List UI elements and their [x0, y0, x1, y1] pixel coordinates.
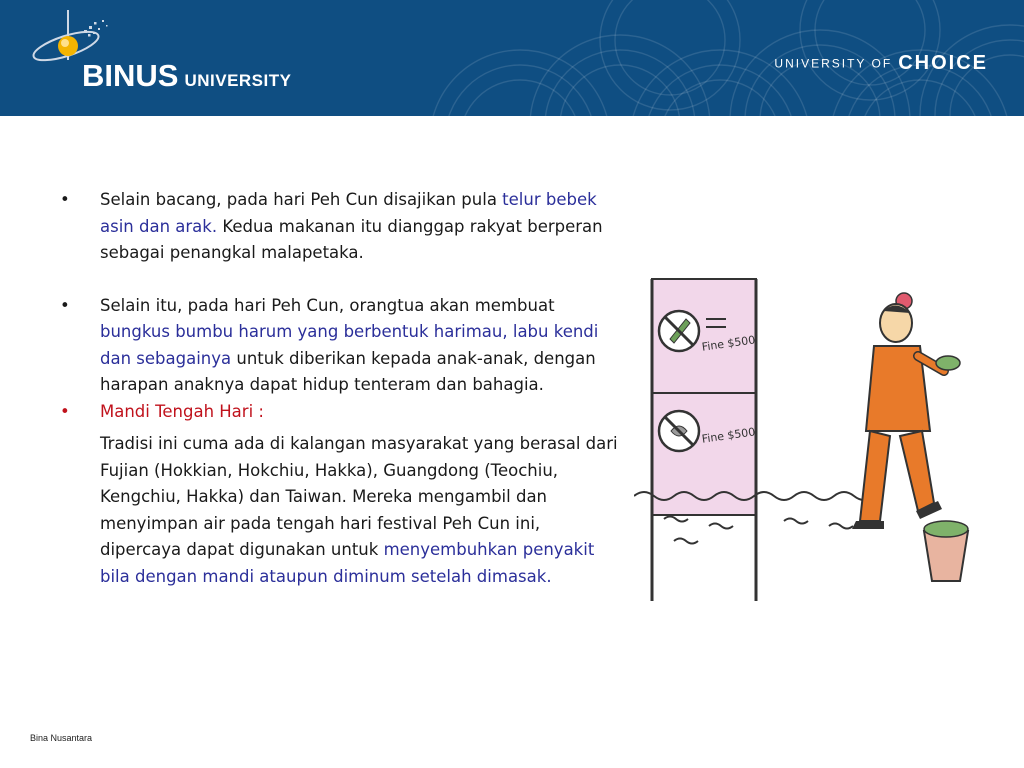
section-heading: Mandi Tengah Hari : — [100, 401, 264, 421]
brand-university: UNIVERSITY — [184, 71, 292, 90]
fine-label-top: Fine $500 — [700, 333, 757, 354]
text-span: untuk diberikan kepada anak-anak, dengan harapan anaknya dapat hidup tenteram dan bahagia. — [100, 348, 596, 394]
bullet-marker: • — [60, 295, 70, 315]
bullet-text — [100, 296, 598, 395]
bullet-text — [100, 190, 603, 262]
highlight-span: menyembuhkan penyakit bila dengan mandi ataupun diminum setelah dimasak. — [100, 540, 595, 586]
bullet-item-heading — [60, 399, 620, 426]
bullet-item — [60, 187, 620, 267]
fine-label-bottom: Fine $500 — [700, 425, 757, 446]
header-banner — [0, 0, 1024, 116]
section-paragraph — [60, 431, 620, 590]
tagline — [774, 52, 988, 75]
highlight-span: bungkus bumbu harum yang berbentuk harimau, labu kendi dan sebagainya — [100, 322, 599, 368]
tagline-prefix: UNIVERSITY OF — [774, 56, 893, 71]
illustration-cartoon — [634, 271, 974, 619]
text-span: Selain itu, pada hari Peh Cun, orangtua akan membuat — [100, 295, 555, 315]
bullet-marker: • — [60, 401, 70, 421]
text-span: Selain bacang, pada hari Peh Cun disajikan pula — [100, 190, 503, 209]
tagline-emphasis: CHOICE — [898, 52, 988, 74]
text-span: Kedua makanan itu dianggap rakyat berperan sebagai penangkal malapetaka. — [100, 216, 603, 262]
bullet-item — [60, 293, 620, 399]
bullet-marker: • — [60, 190, 70, 209]
text-span: Tradisi ini cuma ada di kalangan masyarakat yang berasal dari Fujian (Hokkian, Hokchiu, Hakka), Guangdong (Teochiu, Kengchiu, Hakka) dan Taiwan. Mereka mengambil dan menyimpan air pada tengah hari festival Peh Cun ini, dipercaya dapat digunakan untuk — [100, 434, 618, 559]
highlight-span: telur bebek asin dan arak. — [100, 190, 597, 236]
footer-text: Bina Nusantara — [30, 733, 93, 743]
brand-binus: BINUS — [82, 58, 179, 93]
slide-body — [60, 187, 620, 590]
brand-wordmark — [82, 58, 291, 94]
